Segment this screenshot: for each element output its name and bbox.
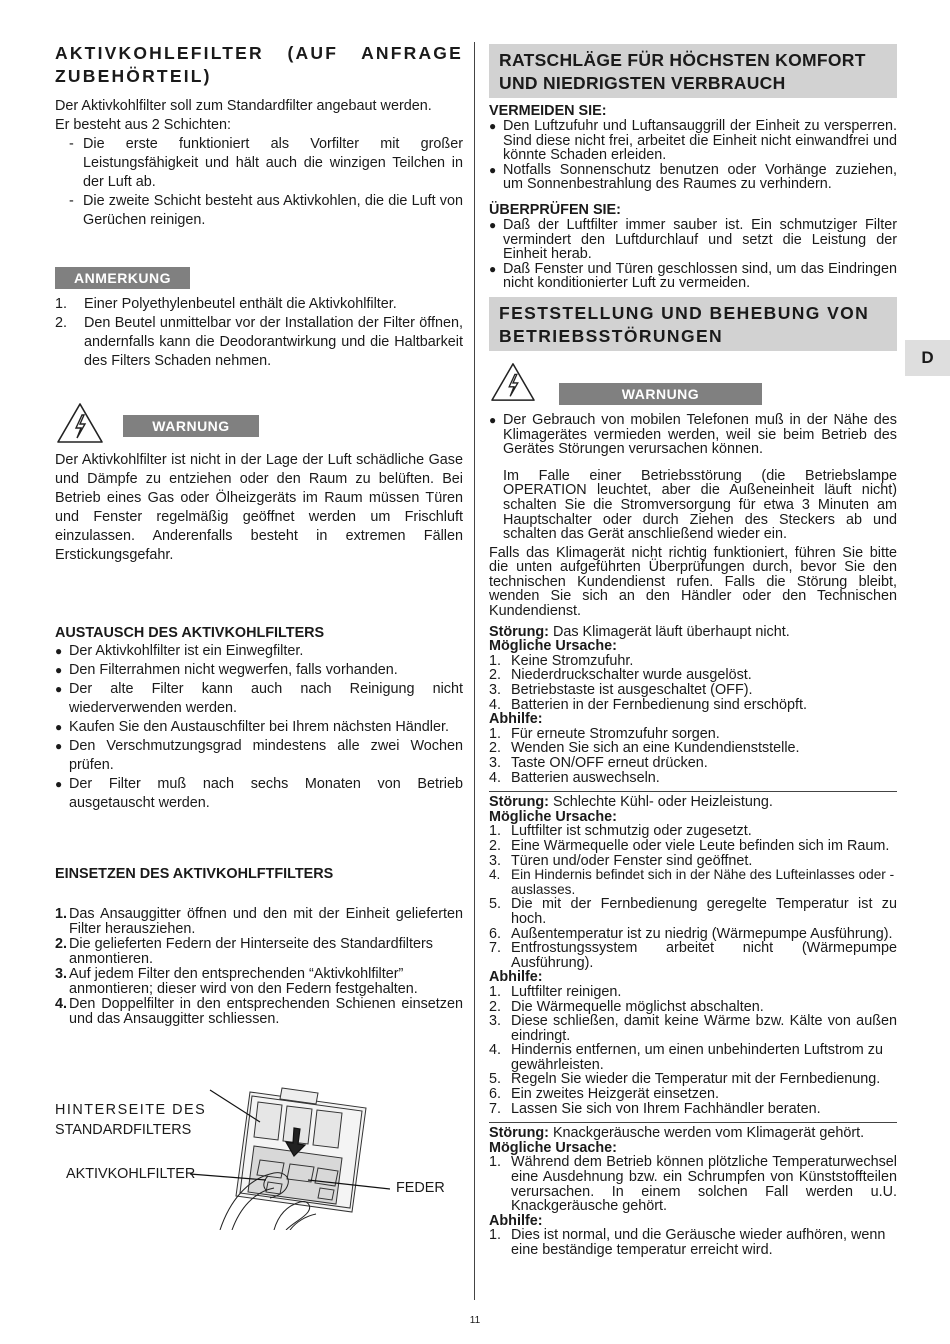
check-title: ÜBERPRÜFEN SIE: xyxy=(489,201,621,218)
list-item: 4. Hindernis entfernen, um einen unbehinderten Luftstrom zu gewährleisten. xyxy=(489,1042,883,1073)
avoid-list xyxy=(489,119,897,192)
intro-line-1: Der Aktivkohlfilter soll zum Standardfilter angebaut werden. xyxy=(55,98,432,114)
list-item: ● Notfalls Sonnenschutz benutzen oder Vorhänge zuziehen, um Sonnenbestrahlung des Raumes zu verhindern. xyxy=(489,161,897,193)
list-item: ● Daß Fenster und Türen geschlossen sind, um das Eindringen nicht konditionierter Luft zu vermeiden. xyxy=(489,260,897,292)
list-item: 1. Während dem Betrieb können plötzliche Temperaturwechsel eine Ausdehnung bzw. ein Schrumpfen von Künststoffteilen verursachen. In einem solchen Fall werden u.U. Knackgeräusche gehört. xyxy=(489,1154,897,1215)
list-item: 2. Wenden Sie sich an eine Kundendienststelle. xyxy=(489,740,800,757)
avoid-title: VERMEIDEN SIE: xyxy=(489,103,607,119)
list-item: 2. Niederdruckschalter wurde ausgelöst. xyxy=(489,667,752,684)
checks-intro: Falls das Klimagerät nicht richtig funktioniert, führen Sie bitte die unten aufgeführten Überprüfungen durch, bevor Sie den technischen Kundendienst rufen. Falls die Störung bleibt, wenden Sie sich an den Händler oder den Technischen Kundendienst. xyxy=(489,544,897,620)
list-item: 2. Die gelieferten Federn der Hinterseite des Standardfilters anmontieren. xyxy=(55,936,433,967)
list-item: 7. Lassen Sie sich von Ihrem Fachhändler beraten. xyxy=(489,1100,821,1117)
list-item: ● Der Filter muß nach sechs Monaten von Betrieb ausgetauscht werden. xyxy=(55,776,463,811)
list-item: ● Daß der Luftfilter immer sauber ist. Ein schmutziger Filter vermindert den Luftdurchlauf und setzt die Leistung der Einheit herab. xyxy=(489,216,897,263)
replace-list xyxy=(55,642,463,813)
phone-warning xyxy=(489,413,897,457)
list-item: 1. Das Ansauggitter öffnen und den mit der Einheit gelieferten Filter herausziehen. xyxy=(55,906,463,937)
remedy-list xyxy=(489,985,897,1116)
insert-steps xyxy=(55,907,463,1027)
list-item: ● Der alte Filter kann auch nach Reinigung nicht wiederverwenden werden. xyxy=(55,681,463,716)
list-item: 3. Auf jedem Filter den entsprechenden “Aktivkohlfilter” anmontieren; dieser wird von den Federn festgehalten. xyxy=(55,966,418,997)
list-item: ● Den Filterrahmen nicht wegwerfen, falls vorhanden. xyxy=(55,662,398,678)
fault-text: Knackgeräusche werden vom Klimagerät gehört. xyxy=(552,1125,865,1142)
layer-list xyxy=(55,135,463,230)
list-item: 7. Entfrostungssystem arbeitet nicht (Wärmepumpe Ausführung). xyxy=(489,940,897,971)
list-item: 4. Batterien auswechseln. xyxy=(489,769,660,786)
fault-text: Das Klimagerät läuft überhaupt nicht. xyxy=(552,623,790,640)
note-tag: ANMERKUNG xyxy=(55,267,190,289)
list-item: 5. Regeln Sie wieder die Temperatur mit der Fernbedienung. xyxy=(489,1071,881,1088)
figure-label-carbon: AKTIVKOHLFILTER xyxy=(66,1166,196,1182)
figure-label-back-1: HINTERSEITE DES xyxy=(55,1102,207,1118)
cause-label: Mögliche Ursache: xyxy=(489,1139,617,1156)
fault-block-1 xyxy=(489,625,897,786)
list-item: 2. Den Beutel unmittelbar vor der Installation der Filter öffnen, andernfalls kann die Deodorantwirkung und die Haltbarkeit des Filters Schaden nehmen. xyxy=(55,315,463,369)
fault-text: Schlechte Kühl- oder Heizleistung. xyxy=(552,794,773,811)
cause-list xyxy=(489,654,897,712)
remedy-label: Abhilfe: xyxy=(489,1212,543,1229)
warning-text: Der Aktivkohlfilter ist nicht in der Lage der Luft schädliche Gase und Dämpfe zu entziehen oder den Raum zu belüften. Bei Betrieb eines Gas oder Ölheizgeräts im Raum müssen Türen und Fenster regelmäßig geöffnet werden um Frischluft einzulassen. Anderenfalls besteht in extremen Fällen Erstickungsgefahr. xyxy=(55,452,463,563)
list-item: - Die erste funktioniert als Vorfilter mit großer Leistungsfähigkeit und hält auch die winzigen Teilchen in der Luft ab. xyxy=(69,136,463,190)
list-item: 1. Keine Stromzufuhr. xyxy=(489,652,634,669)
carbon-filter-title: AKTIVKOHLEFILTER (AUF ANFRAGE ZUBEHÖRTEIL) xyxy=(55,43,463,86)
list-item: 4. Batterien in der Fernbedienung sind erschöpft. xyxy=(489,696,807,713)
electric-hazard-icon xyxy=(55,401,105,445)
list-item: 4. Den Doppelfilter in den entsprechenden Schienen einsetzen und das Ansauggitter schliessen. xyxy=(55,996,463,1027)
list-item: 4. Ein Hindernis befindet sich in der Nähe des Lufteinlasses oder -auslasses. xyxy=(489,867,895,897)
list-item: - Die zweite Schicht besteht aus Aktivkohlen, die die Luft von Gerüchen reinigen. xyxy=(69,193,463,228)
list-item: ● Kaufen Sie den Austauschfilter bei Ihrem nächsten Händler. xyxy=(55,719,449,735)
list-item: 1. Für erneute Stromzufuhr sorgen. xyxy=(489,725,720,742)
fault-block-2 xyxy=(489,791,897,1116)
language-tab: D xyxy=(905,340,950,376)
list-item: 3. Taste ON/OFF erneut drücken. xyxy=(489,755,708,771)
list-item: 1. Einer Polyethylenbeutel enthält die Aktivkohlfilter. xyxy=(55,296,397,312)
remedy-label: Abhilfe: xyxy=(489,711,543,728)
cause-list xyxy=(489,1155,897,1213)
trouble-heading-box xyxy=(489,297,897,351)
note-list xyxy=(55,295,463,371)
list-item: 1. Luftfilter reinigen. xyxy=(489,983,622,1000)
left-column xyxy=(55,42,463,1027)
filter-illustration xyxy=(190,1080,390,1230)
warning-tag: WARNUNG xyxy=(123,415,259,437)
list-item: 6. Ein zweites Heizgerät einsetzen. xyxy=(489,1086,719,1103)
list-item: 3. Türen und/oder Fenster sind geöffnet. xyxy=(489,852,753,869)
right-warning-tag: WARNUNG xyxy=(559,383,762,405)
check-list xyxy=(489,218,897,291)
remedy-label: Abhilfe: xyxy=(489,969,543,986)
figure-label-back-2: STANDARDFILTERS xyxy=(55,1122,192,1138)
insert-title: EINSETZEN DES AKTIVKOHLFTFILTERS xyxy=(55,866,334,882)
fault-label: Störung: xyxy=(489,1125,549,1142)
list-item: 2. Eine Wärmequelle oder viele Leute befinden sich im Raum. xyxy=(489,837,890,854)
list-item: 5. Die mit der Fernbedienung geregelte Temperatur ist zu hoch. xyxy=(489,896,897,927)
warning-header xyxy=(55,401,463,451)
malfunction-text: Im Falle einer Betriebsstörung (die Betriebslampe OPERATION leuchtet, aber die Außeneinheit läuft nicht) schalten Sie die Stromversorgung für etwa 3 Minuten am Hauptschalter oder durch Ziehen des Steckers ab und schalten das Gerät anschließend wieder ein. xyxy=(503,467,897,543)
list-item: ● Den Luftzufuhr und Luftansauggrill der Einheit zu versperren. Sind diese nicht frei, arbeitet die Einheit nicht einwandfrei und könnte Schaden erleiden. xyxy=(489,118,897,164)
trouble-title: FESTSTELLUNG UND BEHEBUNG VON BETRIEBSSTÖRUNGEN xyxy=(499,302,870,346)
right-column xyxy=(489,44,897,1258)
list-item: 6. Außentemperatur ist zu niedrig (Wärmepumpe Ausführung). xyxy=(489,925,893,942)
cause-list xyxy=(489,824,897,970)
list-item: ● Der Aktivkohlfilter ist ein Einwegfilter. xyxy=(55,643,304,659)
electric-hazard-icon xyxy=(489,361,537,403)
list-item: ● Den Verschmutzungsgrad mindestens alle zwei Wochen prüfen. xyxy=(55,738,463,773)
fault-label: Störung: xyxy=(489,623,549,640)
replace-title: AUSTAUSCH DES AKTIVKOHLFILTERS xyxy=(55,625,325,641)
tips-title: RATSCHLÄGE FÜR HÖCHSTEN KOMFORT UND NIEDRIGSTEN VERBRAUCH xyxy=(499,50,866,93)
cause-label: Mögliche Ursache: xyxy=(489,808,617,825)
list-item: 3. Diese schließen, damit keine Wärme bzw. Kälte von außen eindringt. xyxy=(489,1013,897,1044)
list-item: 1. Luftfilter ist schmutzig oder zugesetzt. xyxy=(489,823,752,840)
cause-label: Mögliche Ursache: xyxy=(489,638,617,655)
fault-label: Störung: xyxy=(489,794,549,811)
list-item: 2. Die Wärmequelle möglichst abschalten. xyxy=(489,998,764,1015)
remedy-list xyxy=(489,727,897,785)
list-item: 3. Betriebstaste ist ausgeschaltet (OFF). xyxy=(489,682,753,699)
list-item: 1. Dies ist normal, und die Geräusche wieder aufhören, wenn eine beständige temperatur erreicht wird. xyxy=(489,1227,886,1258)
figure-label-spring: FEDER xyxy=(396,1180,445,1196)
remedy-list xyxy=(489,1228,897,1257)
fault-block-3 xyxy=(489,1122,897,1257)
list-item: ● Der Gebrauch von mobilen Telefonen muß in der Nähe des Klimagerätes vermieden werden, weil sie beim Betrieb des Gerätes Störungen verursachen können. xyxy=(489,411,897,458)
right-warning-header xyxy=(489,361,897,413)
page-number: 11 xyxy=(469,1315,481,1326)
intro-line-2: Er besteht aus 2 Schichten: xyxy=(55,117,231,133)
column-divider xyxy=(474,42,475,1300)
tips-heading-box xyxy=(489,44,897,98)
